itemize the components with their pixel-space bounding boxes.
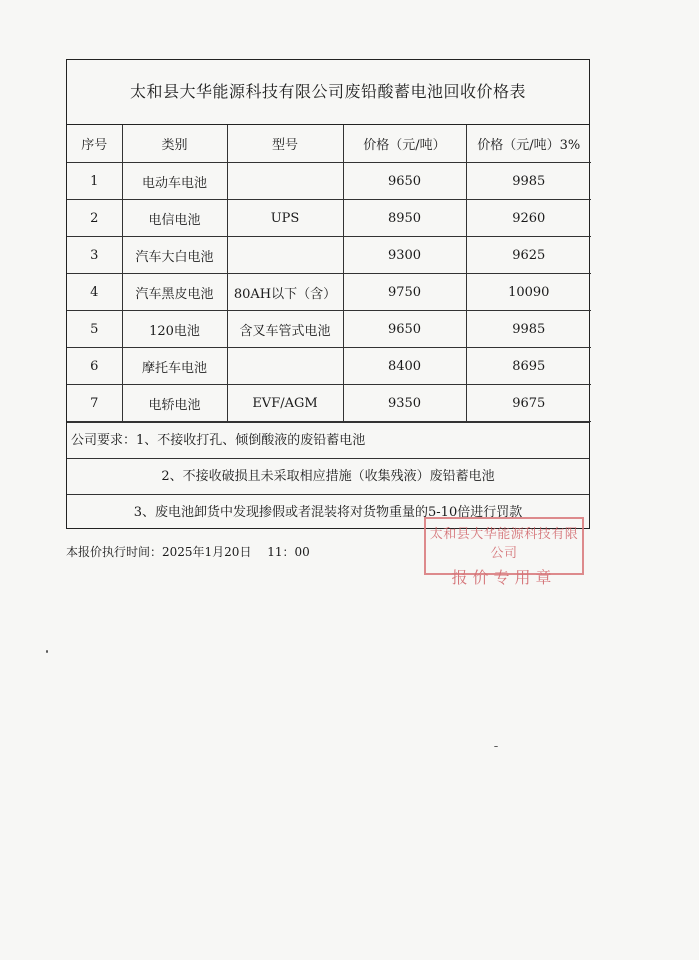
cell-model: UPS [227,200,343,237]
table-row [67,237,591,274]
table-row [67,200,591,237]
table-row [67,274,591,311]
cell-price: 9350 [343,385,466,422]
cell-price-3pct: 10090 [466,274,591,311]
table-row [67,311,591,348]
company-seal-stamp [424,517,584,587]
cell-price: 9650 [343,311,466,348]
scan-speck [494,746,498,747]
cell-price: 8950 [343,200,466,237]
cell-no: 1 [67,163,122,200]
cell-category: 电信电池 [122,200,227,237]
cell-price: 8400 [343,348,466,385]
cell-price: 9750 [343,274,466,311]
cell-no: 3 [67,237,122,274]
requirement-2: 2、不接收破损且未采取相应措施（收集残液）废铅蓄电池 [67,458,589,494]
cell-no: 4 [67,274,122,311]
cell-price: 9650 [343,163,466,200]
cell-model: EVF/AGM [227,385,343,422]
requirement-1: 公司要求：1、不接收打孔、倾倒酸液的废铅蓄电池 [67,422,589,458]
stamp-text: 报价专用章 [451,568,557,587]
header-category: 类别 [122,125,227,163]
header-model: 型号 [227,125,343,163]
cell-no: 6 [67,348,122,385]
cell-price-3pct: 9985 [466,311,591,348]
cell-model: 含叉车管式电池 [227,311,343,348]
table-row [67,385,591,422]
cell-category: 120电池 [122,311,227,348]
table-row [67,348,591,385]
stamp-company-name: 太和县大华能源科技有限公司 [429,527,579,561]
cell-no: 7 [67,385,122,422]
cell-model [227,348,343,385]
price-table [67,125,591,422]
header-price: 价格（元/吨） [343,125,466,163]
header-no: 序号 [67,125,122,163]
cell-price-3pct: 9260 [466,200,591,237]
cell-price-3pct: 8695 [466,348,591,385]
header-price-3pct: 价格（元/吨）3% [466,125,591,163]
cell-category: 电轿电池 [122,385,227,422]
quote-effective-time: 本报价执行时间：2025年1月20日 11：00 [66,545,310,559]
cell-category: 汽车黑皮电池 [122,274,227,311]
cell-category: 摩托车电池 [122,348,227,385]
table-row [67,163,591,200]
cell-category: 汽车大白电池 [122,237,227,274]
cell-model [227,237,343,274]
cell-price-3pct: 9625 [466,237,591,274]
cell-no: 2 [67,200,122,237]
cell-price: 9300 [343,237,466,274]
requirement-3: 3、废电池卸货中发现掺假或者混装将对货物重量的5-10倍进行罚款 [67,494,589,530]
cell-price-3pct: 9675 [466,385,591,422]
cell-no: 5 [67,311,122,348]
cell-price-3pct: 9985 [466,163,591,200]
page-title: 太和县大华能源科技有限公司废铅酸蓄电池回收价格表 [67,60,589,125]
price-sheet [66,59,590,529]
scan-speck [46,650,48,653]
table-header-row [67,125,591,163]
cell-model [227,163,343,200]
cell-category: 电动车电池 [122,163,227,200]
cell-model: 80AH以下（含） [227,274,343,311]
